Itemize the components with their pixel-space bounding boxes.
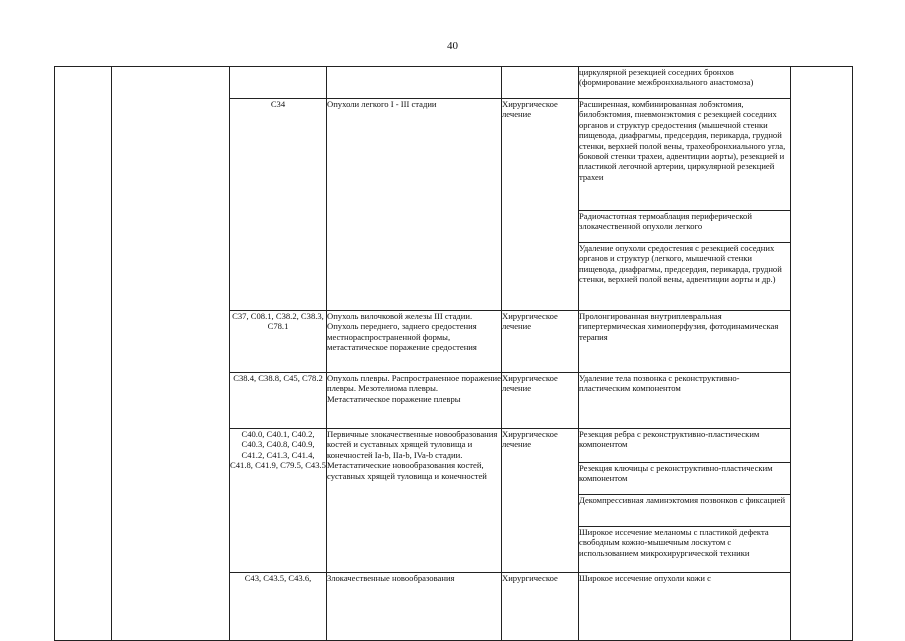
diagnosis-cell: Опухоль плевры. Распространенное поражение плевры. Мезотелиома плевры. Метастатическое поражение плевры — [327, 373, 502, 429]
method-cell: Широкое иссечение меланомы с пластикой дефекта свободным кожно-мышечным лоскутом с использованием микрохирургической техники — [579, 527, 791, 573]
diagnosis-cell: Первичные злокачественные новообразования костей и суставных хрящей туловища и конечностей Ia-b, IIa-b, IVa-b стадии. Метастатические новообразования костей, суставных хрящей туловища и конечностей — [327, 429, 502, 573]
icd-codes-cell: C37, C08.1, C38.2, C38.3, C78.1 — [230, 311, 327, 373]
treatment-type-cell: Хирургическое лечение — [502, 373, 579, 429]
icd-codes-cell: C34 — [230, 99, 327, 311]
method-cell: Расширенная, комбинированная лобэктомия, билобэктомия, пневмонэктомия с резекцией соседних органов и структур средостения (мышечной стенки пищевода, диафрагмы, предсердия, перикарда, грудной стенки, верхней полой вены, трахеобронхиального угла, боковой стенки трахеи, адвентиции аорты), резекцией и пластикой легочной артерии, циркулярной резекцией трахеи — [579, 99, 791, 211]
method-cell: Широкое иссечение опухоли кожи с — [579, 573, 791, 641]
method-cell: циркулярной резекцией соседних бронхов (формирование межбронхиального анастомоза) — [579, 67, 791, 99]
treatment-table — [54, 66, 853, 641]
left-blank-column — [55, 67, 112, 641]
diagnosis-cell: Злокачественные новообразования — [327, 573, 502, 641]
icd-codes-cell — [230, 67, 327, 99]
method-cell: Удаление опухоли средостения с резекцией соседних органов и структур (легкого, мышечной стенки пищевода, диафрагмы, предсердия, перикарда, грудной стенки, верхней полой вены, адвентиции аорты и др.) — [579, 243, 791, 311]
icd-codes-cell: C43, C43.5, C43.6, — [230, 573, 327, 641]
page-number: 40 — [447, 40, 458, 52]
method-cell: Удаление тела позвонка с реконструктивно-пластическим компонентом — [579, 373, 791, 429]
method-cell: Пролонгированная внутриплевральная гипертермическая химиоперфузия, фотодинамическая терапия — [579, 311, 791, 373]
treatment-type-cell: Хирургическое лечение — [502, 311, 579, 373]
icd-codes-cell: C38.4, C38.8, C45, C78.2 — [230, 373, 327, 429]
treatment-type-cell: Хирургическое — [502, 573, 579, 641]
diagnosis-cell: Опухоль вилочковой железы III стадии. Опухоль переднего, заднего средостения местнораспространенной формы, метастатическое поражение средостения — [327, 311, 502, 373]
treatment-type-cell — [502, 67, 579, 99]
icd-codes-cell: C40.0, C40.1, C40.2, C40.3, C40.8, C40.9, C41.2, C41.3, C41.4, C41.8, C41.9, C79.5, C43.5 — [230, 429, 327, 573]
diagnosis-cell: Опухоли легкого I - III стадии — [327, 99, 502, 311]
treatment-type-cell: Хирургическое лечение — [502, 99, 579, 311]
method-cell: Декомпрессивная ламинэктомия позвонков с фиксацией — [579, 495, 791, 527]
treatment-type-cell: Хирургическое лечение — [502, 429, 579, 573]
method-cell: Радиочастотная термоаблация периферической злокачественной опухоли легкого — [579, 211, 791, 243]
diagnosis-cell — [327, 67, 502, 99]
right-blank-column — [791, 67, 853, 641]
method-cell: Резекция ребра с реконструктивно-пластическим компонентом — [579, 429, 791, 463]
table-row — [55, 67, 853, 99]
blank-column — [112, 67, 230, 641]
method-cell: Резекция ключицы с реконструктивно-пластическим компонентом — [579, 463, 791, 495]
